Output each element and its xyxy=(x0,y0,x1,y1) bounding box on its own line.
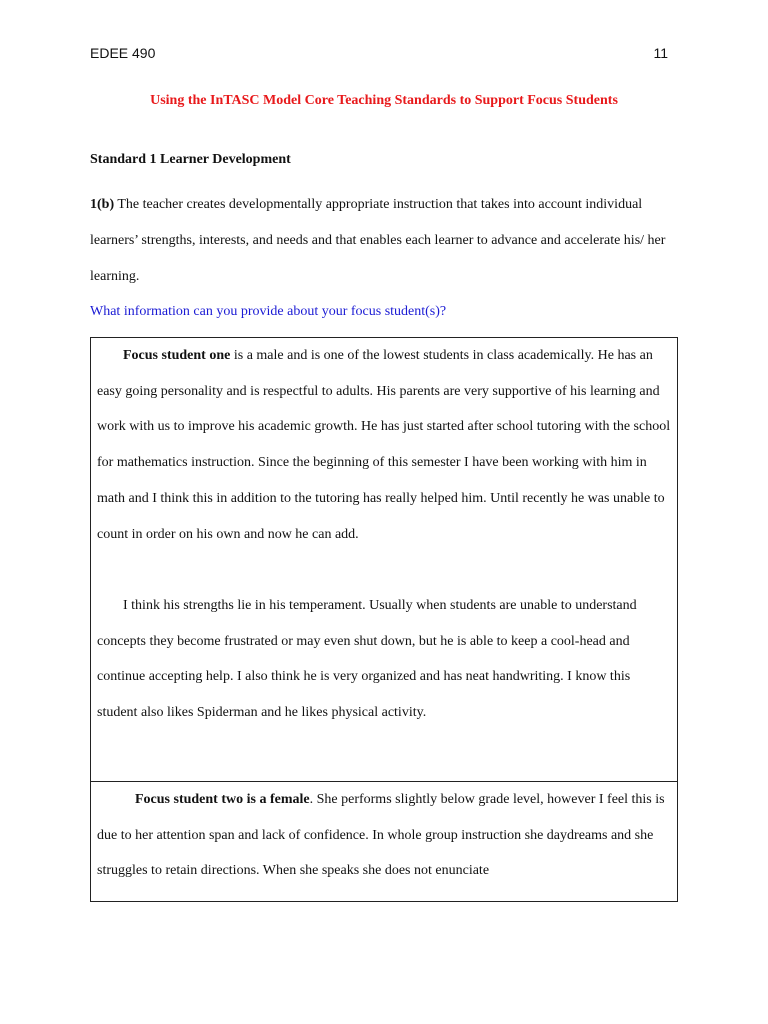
standard-text: The teacher creates developmentally appropriate instruction that takes into account individual learners’ strengths, interests, and needs and that enables each learner to advance and accelerate his/ her learning. xyxy=(90,197,666,284)
focus-students-table xyxy=(90,337,678,902)
focus-student-two-cell xyxy=(91,782,677,902)
student-one-paragraph-2 xyxy=(97,588,671,731)
standard-number: 1(b) xyxy=(90,197,115,212)
student-two-lead: Focus student two is a female xyxy=(135,792,310,807)
focus-student-one-cell xyxy=(91,338,677,782)
standard-description xyxy=(90,187,680,295)
standard-heading: Standard 1 Learner Development xyxy=(90,152,291,167)
student-two-text-1: . She performs slightly below grade level, however I feel this is due to her attention span and lack of confidence. In whole group instruction she daydreams and she struggles to retain directions. When she speaks she does not enunciate xyxy=(97,792,665,879)
student-two-paragraph-1 xyxy=(97,782,671,889)
student-one-text-2: I think his strengths lie in his temperament. Usually when students are unable to understand concepts they become frustrated or may even shut down, but he is able to keep a cool-head and continue accepting help. I also think he is very organized and has neat handwriting. I know this student also likes Spiderman and he likes physical activity. xyxy=(97,597,637,721)
document-title: Using the InTASC Model Core Teaching Standards to Support Focus Students xyxy=(150,93,618,108)
student-one-paragraph-1 xyxy=(97,338,671,552)
page-number: 11 xyxy=(653,45,668,61)
prompt-question: What information can you provide about your focus student(s)? xyxy=(90,304,447,319)
running-head: EDEE 490 xyxy=(90,45,156,61)
student-one-text-1: is a male and is one of the lowest students in class academically. He has an easy going personality and is respectful to adults. His parents are very supportive of his learning and work with us to improve his academic growth. He has just started after school tutoring with the school for mathematics instruction. Since the beginning of this semester I have been working with him in math and I think this in addition to the tutoring has really helped him. Until recently he was unable to count in order on his own and now he can add. xyxy=(97,348,671,542)
student-one-lead: Focus student one xyxy=(123,348,231,363)
